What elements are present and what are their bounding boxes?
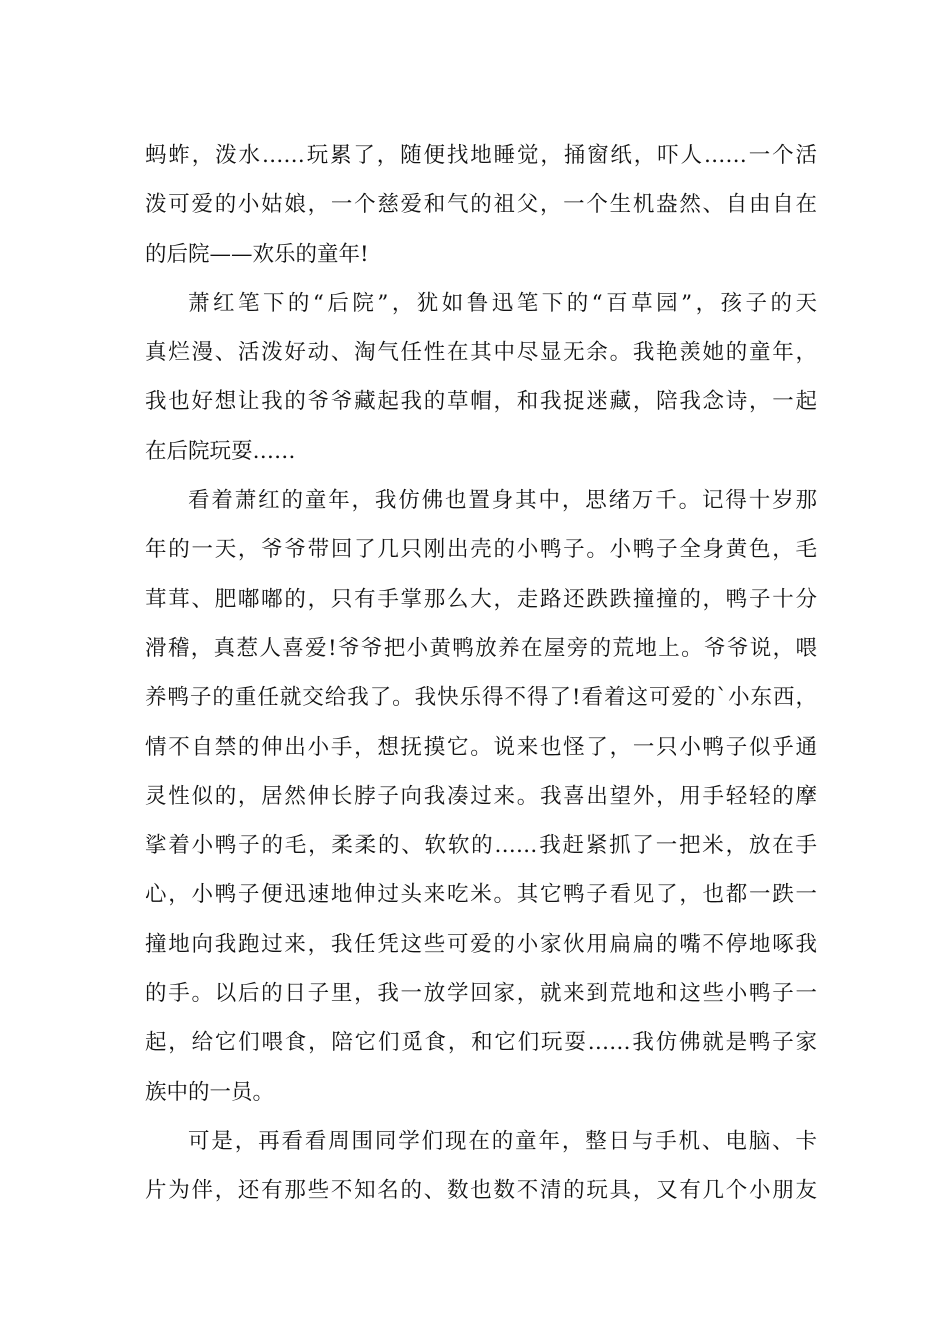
text-line: 养鸭子的重任就交给我了。我快乐得不得了!看着这可爱的`小东西，	[145, 685, 817, 711]
text-line: 蚂蚱，泼水……玩累了，随便找地睡觉，捅窗纸，吓人……一个活	[145, 143, 817, 168]
text-line: 年的一天，爷爷带回了几只刚出壳的小鸭子。小鸭子全身黄色，毛	[145, 537, 817, 563]
text-line: 真烂漫、活泼好动、淘气任性在其中尽显无余。我艳羡她的童年，	[145, 340, 817, 366]
text-line: 族中的一员。	[145, 1079, 275, 1105]
text-line: 我也好想让我的爷爷藏起我的草帽，和我捉迷藏，陪我念诗，一起	[145, 389, 817, 415]
essay-body	[145, 131, 817, 1216]
text-line: 片为伴，还有那些不知名的、数也数不清的玩具，又有几个小朋友	[145, 1178, 817, 1204]
text-line: 情不自禁的伸出小手，想抚摸它。说来也怪了，一只小鸭子似乎通	[145, 734, 817, 760]
text-line: 泼可爱的小姑娘，一个慈爱和气的祖父，一个生机盎然、自由自在	[145, 192, 817, 218]
text-line: 撞地向我跑过来，我任凭这些可爱的小家伙用扁扁的嘴不停地啄我	[145, 931, 817, 957]
text-line: 茸茸、肥嘟嘟的，只有手掌那么大，走路还跌跌撞撞的，鸭子十分	[145, 586, 817, 612]
text-line: 起，给它们喂食，陪它们觅食，和它们玩耍……我仿佛就是鸭子家	[145, 1030, 817, 1056]
text-line: 心，小鸭子便迅速地伸过头来吃米。其它鸭子看见了，也都一跌一	[145, 882, 817, 908]
paragraph-first-line: 萧红笔下的“后院”，犹如鲁迅笔下的“百草园”，孩子的天	[188, 290, 817, 316]
text-line: 挲着小鸭子的毛，柔柔的、软软的……我赶紧抓了一把米，放在手	[145, 833, 817, 859]
text-line: 灵性似的，居然伸长脖子向我凑过来。我喜出望外，用手轻轻的摩	[145, 783, 817, 809]
paragraph-first-line: 可是，再看看周围同学们现在的童年，整日与手机、电脑、卡	[188, 1128, 817, 1154]
text-line: 的后院——欢乐的童年!	[145, 241, 369, 267]
text-line: 滑稽，真惹人喜爱!爷爷把小黄鸭放养在屋旁的荒地上。爷爷说，喂	[145, 635, 817, 661]
paragraph-first-line: 看着萧红的童年，我仿佛也置身其中，思绪万千。记得十岁那	[188, 488, 817, 514]
text-line: 的手。以后的日子里，我一放学回家，就来到荒地和这些小鸭子一	[145, 981, 817, 1007]
text-line: 在后院玩耍……	[145, 438, 296, 464]
